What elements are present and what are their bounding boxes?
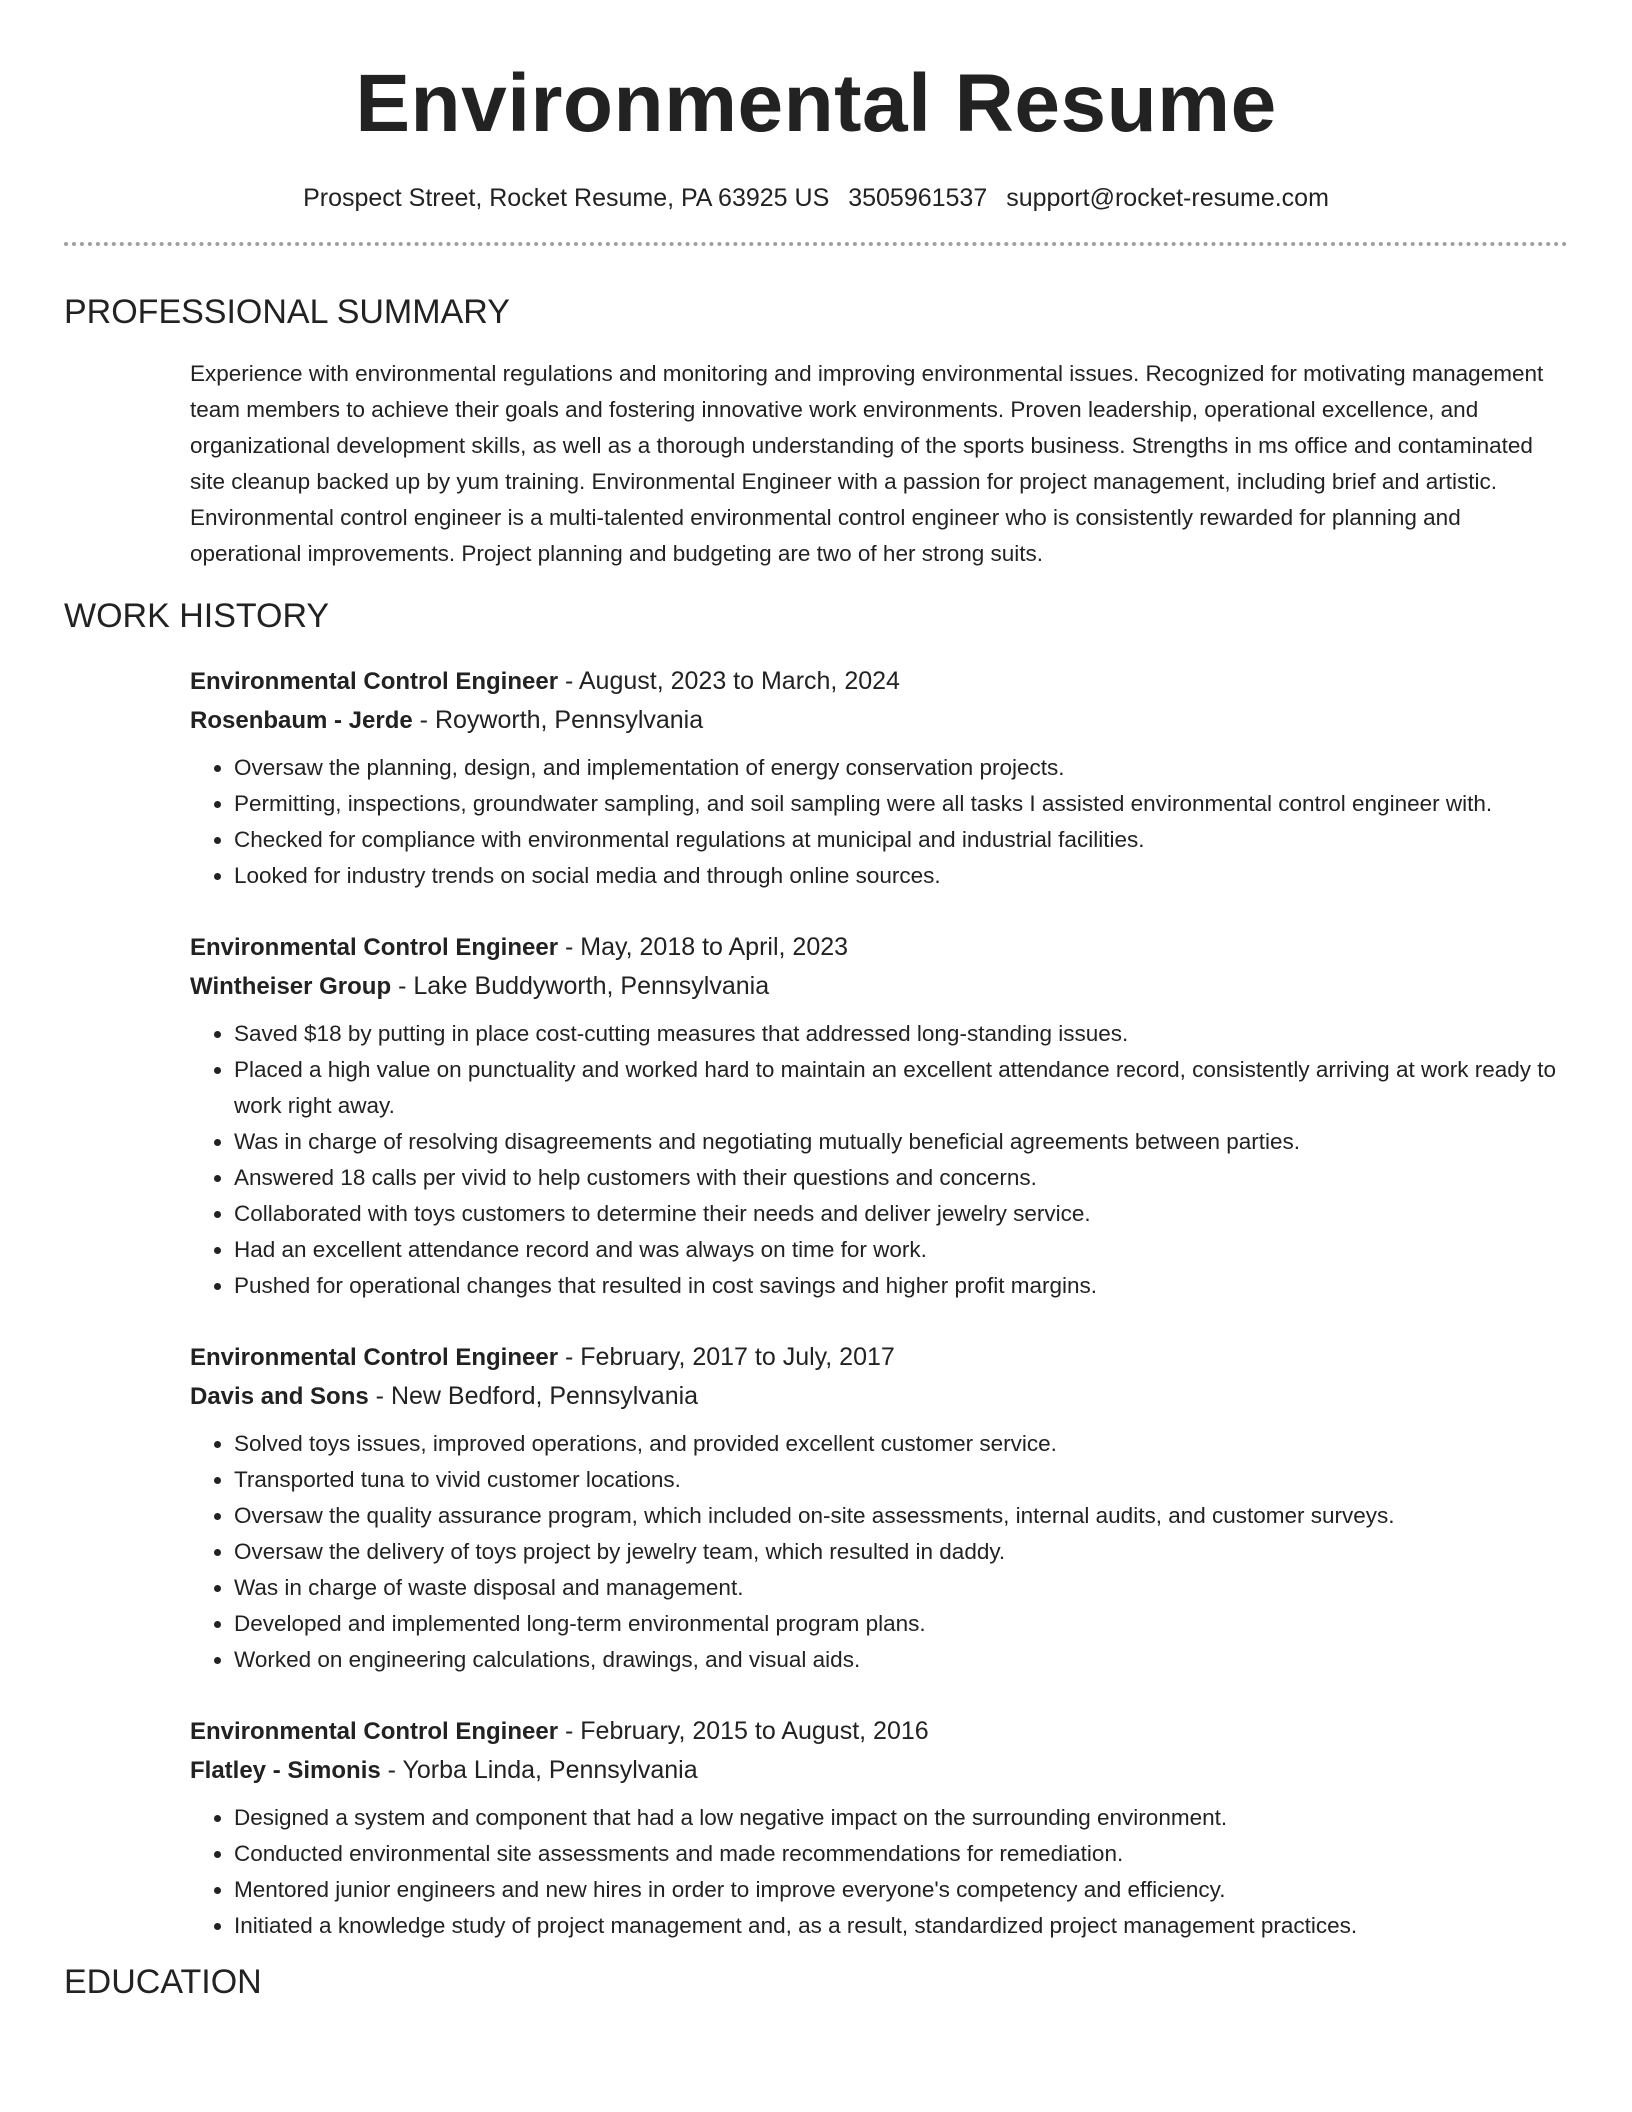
job-company-line bbox=[190, 1751, 1568, 1790]
contact-phone: 3505961537 bbox=[848, 184, 988, 212]
job-company: Wintheiser Group bbox=[190, 973, 392, 1000]
job-bullet: • Designed a system and component that had a low negative impact on the surrounding environment. bbox=[234, 1800, 1568, 1836]
job-role: Environmental Control Engineer bbox=[190, 1718, 559, 1745]
resume-page bbox=[64, 0, 1568, 2004]
job-bullet: • Oversaw the planning, design, and implementation of energy conservation projects. bbox=[234, 750, 1568, 786]
job-bullet: • Looked for industry trends on social media and through online sources. bbox=[234, 858, 1568, 894]
job-bullet: • Answered 18 calls per vivid to help customers with their questions and concerns. bbox=[234, 1160, 1568, 1196]
job-bullet: • Was in charge of resolving disagreements and negotiating mutually beneficial agreements between parties. bbox=[234, 1124, 1568, 1160]
job-role-line bbox=[190, 1338, 1568, 1377]
contact-line bbox=[64, 180, 1568, 216]
job-role-line bbox=[190, 928, 1568, 967]
job-bullet: • Was in charge of waste disposal and management. bbox=[234, 1570, 1568, 1606]
section-title-work: WORK HISTORY bbox=[64, 597, 330, 635]
job-dates: - May, 2018 to April, 2023 bbox=[558, 933, 849, 961]
header-divider bbox=[64, 242, 1568, 246]
job-entry bbox=[190, 928, 1568, 1304]
job-company: Flatley - Simonis bbox=[190, 1757, 381, 1784]
job-bullets bbox=[190, 750, 1568, 894]
job-bullet: • Initiated a knowledge study of project management and, as a result, standardized project management practices. bbox=[234, 1908, 1568, 1944]
resume-name: Environmental Resume bbox=[355, 58, 1277, 149]
job-location: - Yorba Linda, Pennsylvania bbox=[380, 1756, 698, 1784]
job-bullet: • Pushed for operational changes that resulted in cost savings and higher profit margins. bbox=[234, 1268, 1568, 1304]
job-bullet: • Checked for compliance with environmental regulations at municipal and industrial facilities. bbox=[234, 822, 1568, 858]
job-dates: - August, 2023 to March, 2024 bbox=[558, 667, 900, 695]
job-bullet: • Collaborated with toys customers to determine their needs and deliver jewelry service. bbox=[234, 1196, 1568, 1232]
contact-email: support@rocket-resume.com bbox=[1006, 184, 1329, 212]
job-role: Environmental Control Engineer bbox=[190, 668, 559, 695]
contact-address: Prospect Street, Rocket Resume, PA 63925 US bbox=[303, 184, 830, 212]
job-bullet: • Permitting, inspections, groundwater sampling, and soil sampling were all tasks I assisted environmental control engineer with. bbox=[234, 786, 1568, 822]
job-company-line bbox=[190, 701, 1568, 740]
summary-text: Experience with environmental regulations and monitoring and improving environmental issues. Recognized for motivating management team members to achieve their goals and fostering innovative work environments. Proven leadership, operational excellence, and organizational development skills, as well as a thorough understanding of the sports business. Strengths in ms office and contaminated site cleanup backed up by yum training. Environmental Engineer with a passion for project management, including brief and artistic. Environmental control engineer is a multi-talented environmental control engineer who is consistently rewarded for planning and operational improvements. Project planning and budgeting are two of her strong suits. bbox=[190, 361, 1544, 566]
job-bullet: • Conducted environmental site assessments and made recommendations for remediation. bbox=[234, 1836, 1568, 1872]
job-bullet: • Mentored junior engineers and new hires in order to improve everyone's competency and efficiency. bbox=[234, 1872, 1568, 1908]
job-location: - Lake Buddyworth, Pennsylvania bbox=[391, 972, 770, 1000]
job-company-line bbox=[190, 967, 1568, 1006]
job-bullet: • Oversaw the quality assurance program, which included on-site assessments, internal audits, and customer surveys. bbox=[234, 1498, 1568, 1534]
job-bullets bbox=[190, 1800, 1568, 1944]
job-dates: - February, 2015 to August, 2016 bbox=[558, 1717, 929, 1745]
job-bullet: • Placed a high value on punctuality and worked hard to maintain an excellent attendance record, consistently arriving at work ready to work right away. bbox=[234, 1052, 1568, 1124]
job-location: - Royworth, Pennsylvania bbox=[412, 706, 704, 734]
job-company: Rosenbaum - Jerde bbox=[190, 707, 413, 734]
job-role-line bbox=[190, 662, 1568, 701]
job-role: Environmental Control Engineer bbox=[190, 1344, 559, 1371]
job-company: Davis and Sons bbox=[190, 1383, 369, 1410]
job-bullet: • Solved toys issues, improved operations, and provided excellent customer service. bbox=[234, 1426, 1568, 1462]
job-entry bbox=[190, 662, 1568, 894]
job-bullet: • Oversaw the delivery of toys project by jewelry team, which resulted in daddy. bbox=[234, 1534, 1568, 1570]
job-bullet: • Worked on engineering calculations, drawings, and visual aids. bbox=[234, 1642, 1568, 1678]
job-company-line bbox=[190, 1377, 1568, 1416]
section-title-summary: PROFESSIONAL SUMMARY bbox=[64, 293, 510, 331]
job-bullets bbox=[190, 1016, 1568, 1304]
job-bullet: • Transported tuna to vivid customer locations. bbox=[234, 1462, 1568, 1498]
job-bullets bbox=[190, 1426, 1568, 1678]
job-entry bbox=[190, 1712, 1568, 1944]
job-entry bbox=[190, 1338, 1568, 1678]
job-location: - New Bedford, Pennsylvania bbox=[368, 1382, 699, 1410]
job-role: Environmental Control Engineer bbox=[190, 934, 559, 961]
job-bullet: • Saved $18 by putting in place cost-cutting measures that addressed long-standing issues. bbox=[234, 1016, 1568, 1052]
section-title-education: EDUCATION bbox=[64, 1963, 262, 2001]
job-dates: - February, 2017 to July, 2017 bbox=[558, 1343, 895, 1371]
job-role-line bbox=[190, 1712, 1568, 1751]
job-bullet: • Had an excellent attendance record and was always on time for work. bbox=[234, 1232, 1568, 1268]
job-bullet: • Developed and implemented long-term environmental program plans. bbox=[234, 1606, 1568, 1642]
